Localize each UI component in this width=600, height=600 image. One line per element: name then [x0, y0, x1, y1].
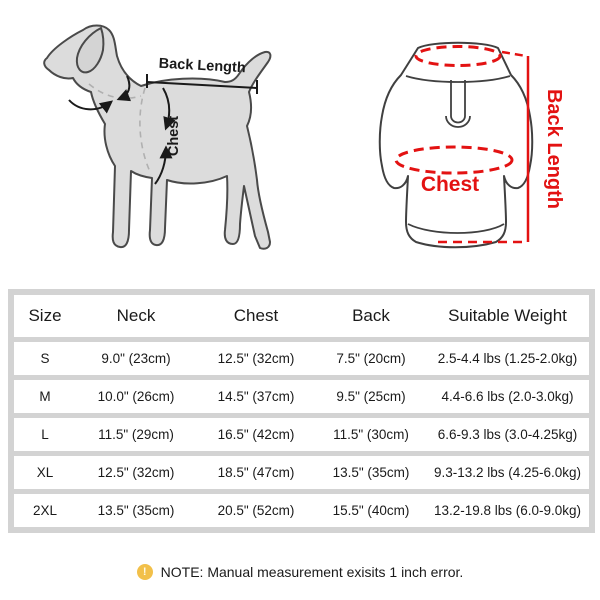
chest-value: 18.5" (47cm)	[217, 465, 295, 480]
neck-value: 13.5" (35cm)	[97, 503, 175, 518]
size-value: M	[39, 389, 51, 404]
note-text: NOTE: Manual measurement exisits 1 inch error.	[160, 564, 464, 580]
back-value: 13.5" (35cm)	[332, 465, 410, 480]
chest-value: 20.5" (52cm)	[217, 503, 295, 518]
header-size: Size	[28, 306, 62, 325]
header-chest: Chest	[233, 306, 279, 325]
header-neck: Neck	[116, 306, 156, 325]
coat-back-length-label: Back Length	[543, 88, 565, 210]
table-row-l	[14, 418, 589, 451]
size-value: XL	[36, 465, 54, 480]
back-value: 11.5" (30cm)	[333, 427, 409, 442]
weight-value: 9.3-13.2 lbs (4.25-6.0kg)	[433, 465, 582, 480]
weight-value: 13.2-19.8 lbs (6.0-9.0kg)	[433, 503, 582, 518]
back-value: 15.5" (40cm)	[332, 503, 410, 518]
table-row-xl	[14, 456, 589, 489]
back-value: 7.5" (20cm)	[336, 351, 406, 366]
neck-value: 10.0" (26cm)	[97, 389, 175, 404]
dog-measurement-diagram	[25, 14, 310, 259]
coat-chest-label: Chest	[420, 173, 480, 196]
coat-outline	[380, 43, 533, 248]
neck-value: 9.0" (23cm)	[101, 351, 171, 366]
size-value: S	[40, 351, 50, 366]
header-weight: Suitable Weight	[448, 306, 567, 325]
coat-measurement-diagram	[322, 28, 592, 256]
size-table-header-row	[14, 295, 589, 337]
size-value: 2XL	[32, 503, 58, 518]
size-table	[8, 289, 595, 533]
chest-value: 12.5" (32cm)	[217, 351, 295, 366]
weight-value: 4.4-6.6 lbs (2.0-3.0kg)	[441, 389, 574, 404]
exclamation-icon: !	[137, 564, 153, 580]
dog-back-length-label: Back Length	[158, 55, 247, 77]
note-bar	[0, 563, 600, 581]
weight-value: 2.5-4.4 lbs (1.25-2.0kg)	[437, 351, 578, 366]
dog-chest-label: Chest	[166, 115, 182, 157]
table-row-m	[14, 380, 589, 413]
chest-value: 14.5" (37cm)	[217, 389, 295, 404]
size-value: L	[41, 427, 49, 442]
table-row-s	[14, 342, 589, 375]
header-back: Back	[352, 306, 390, 325]
neck-value: 11.5" (29cm)	[98, 427, 174, 442]
table-row-2xl	[14, 494, 589, 527]
back-length-top-dashed	[502, 52, 526, 56]
neck-value: 12.5" (32cm)	[97, 465, 175, 480]
chest-value: 16.5" (42cm)	[217, 427, 295, 442]
weight-value: 6.6-9.3 lbs (3.0-4.25kg)	[437, 427, 578, 442]
back-value: 9.5" (25cm)	[336, 389, 406, 404]
